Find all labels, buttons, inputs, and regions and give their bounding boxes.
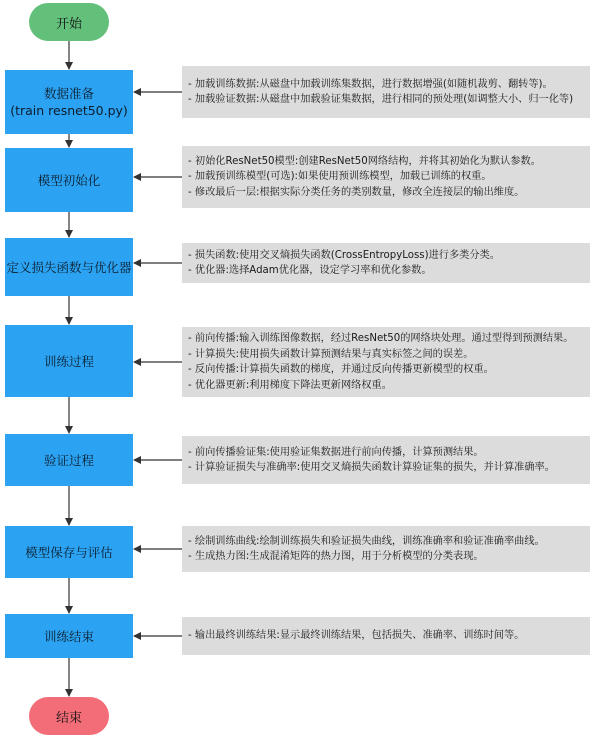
end-node xyxy=(29,697,109,735)
note-line: - 输出最终训练结果:显示最终训练结果，包括损失、准确率、训练时间等。 xyxy=(188,628,584,644)
step-sublabel: (train resnet50.py) xyxy=(10,103,128,118)
step-training-end xyxy=(5,614,133,658)
note-model-init xyxy=(182,146,590,208)
note-data-preparation xyxy=(182,66,590,118)
note-line: - 加载验证数据:从磁盘中加载验证集数据，进行相同的预处理(如调整大小、归一化等) xyxy=(188,92,584,108)
note-validation xyxy=(182,436,590,484)
note-line: - 前向传播验证集:使用验证集数据进行前向传播，计算预测结果。 xyxy=(188,445,584,461)
step-loss-optimizer xyxy=(5,238,133,296)
note-line: - 加载预训练模型(可选):如果使用预训练模型，加载已训练的权重。 xyxy=(188,169,584,185)
note-line: - 优化器:选择Adam优化器，设定学习率和优化参数。 xyxy=(188,263,584,279)
step-label: 定义损失函数与优化器 xyxy=(6,259,132,275)
step-label: 模型初始化 xyxy=(37,172,101,188)
note-line: - 计算损失:使用损失函数计算预测结果与真实标签之间的误差。 xyxy=(188,347,584,363)
note-line: - 修改最后一层:根据实际分类任务的类别数量，修改全连接层的输出维度。 xyxy=(188,185,584,201)
start-label: 开始 xyxy=(55,16,82,32)
step-label: 验证过程 xyxy=(43,452,94,468)
note-line: - 初始化ResNet50模型:创建ResNet50网络结构，并将其初始化为默认参数。 xyxy=(188,154,584,170)
step-label: 数据准备 xyxy=(43,86,94,101)
note-line: - 加载训练数据:从磁盘中加载训练集数据，进行数据增强(如随机裁剪、翻转等)。 xyxy=(188,77,584,93)
note-line: - 生成热力图:生成混淆矩阵的热力图，用于分析模型的分类表现。 xyxy=(188,549,584,565)
end-label: 结束 xyxy=(55,710,82,726)
step-label: 训练过程 xyxy=(43,353,94,369)
step-data-preparation xyxy=(5,70,133,134)
step-label: 模型保存与评估 xyxy=(25,544,113,560)
note-line: - 反向传播:计算损失函数的梯度，并通过反向传播更新模型的权重。 xyxy=(188,362,584,378)
start-node xyxy=(29,3,109,41)
note-save-evaluate xyxy=(182,526,590,572)
step-model-init xyxy=(5,148,133,212)
step-label: 训练结束 xyxy=(43,628,94,644)
note-line: - 损失函数:使用交叉熵损失函数(CrossEntropyLoss)进行多类分类。 xyxy=(188,248,584,264)
step-save-evaluate xyxy=(5,526,133,578)
step-training xyxy=(5,325,133,397)
note-line: - 绘制训练曲线:绘制训练损失和验证损失曲线，训练准确率和验证准确率曲线。 xyxy=(188,534,584,550)
note-line: - 前向传播:输入训练图像数据，经过ResNet50的网络块处理。通过型得到预测结果。 xyxy=(188,331,584,347)
note-line: - 优化器更新:利用梯度下降法更新网络权重。 xyxy=(188,378,584,394)
step-validation xyxy=(5,434,133,486)
note-training xyxy=(182,327,590,397)
note-training-end xyxy=(182,617,590,655)
note-loss-optimizer xyxy=(182,243,590,283)
note-line: - 计算验证损失与准确率:使用交叉熵损失函数计算验证集的损失，并计算准确率。 xyxy=(188,460,584,476)
